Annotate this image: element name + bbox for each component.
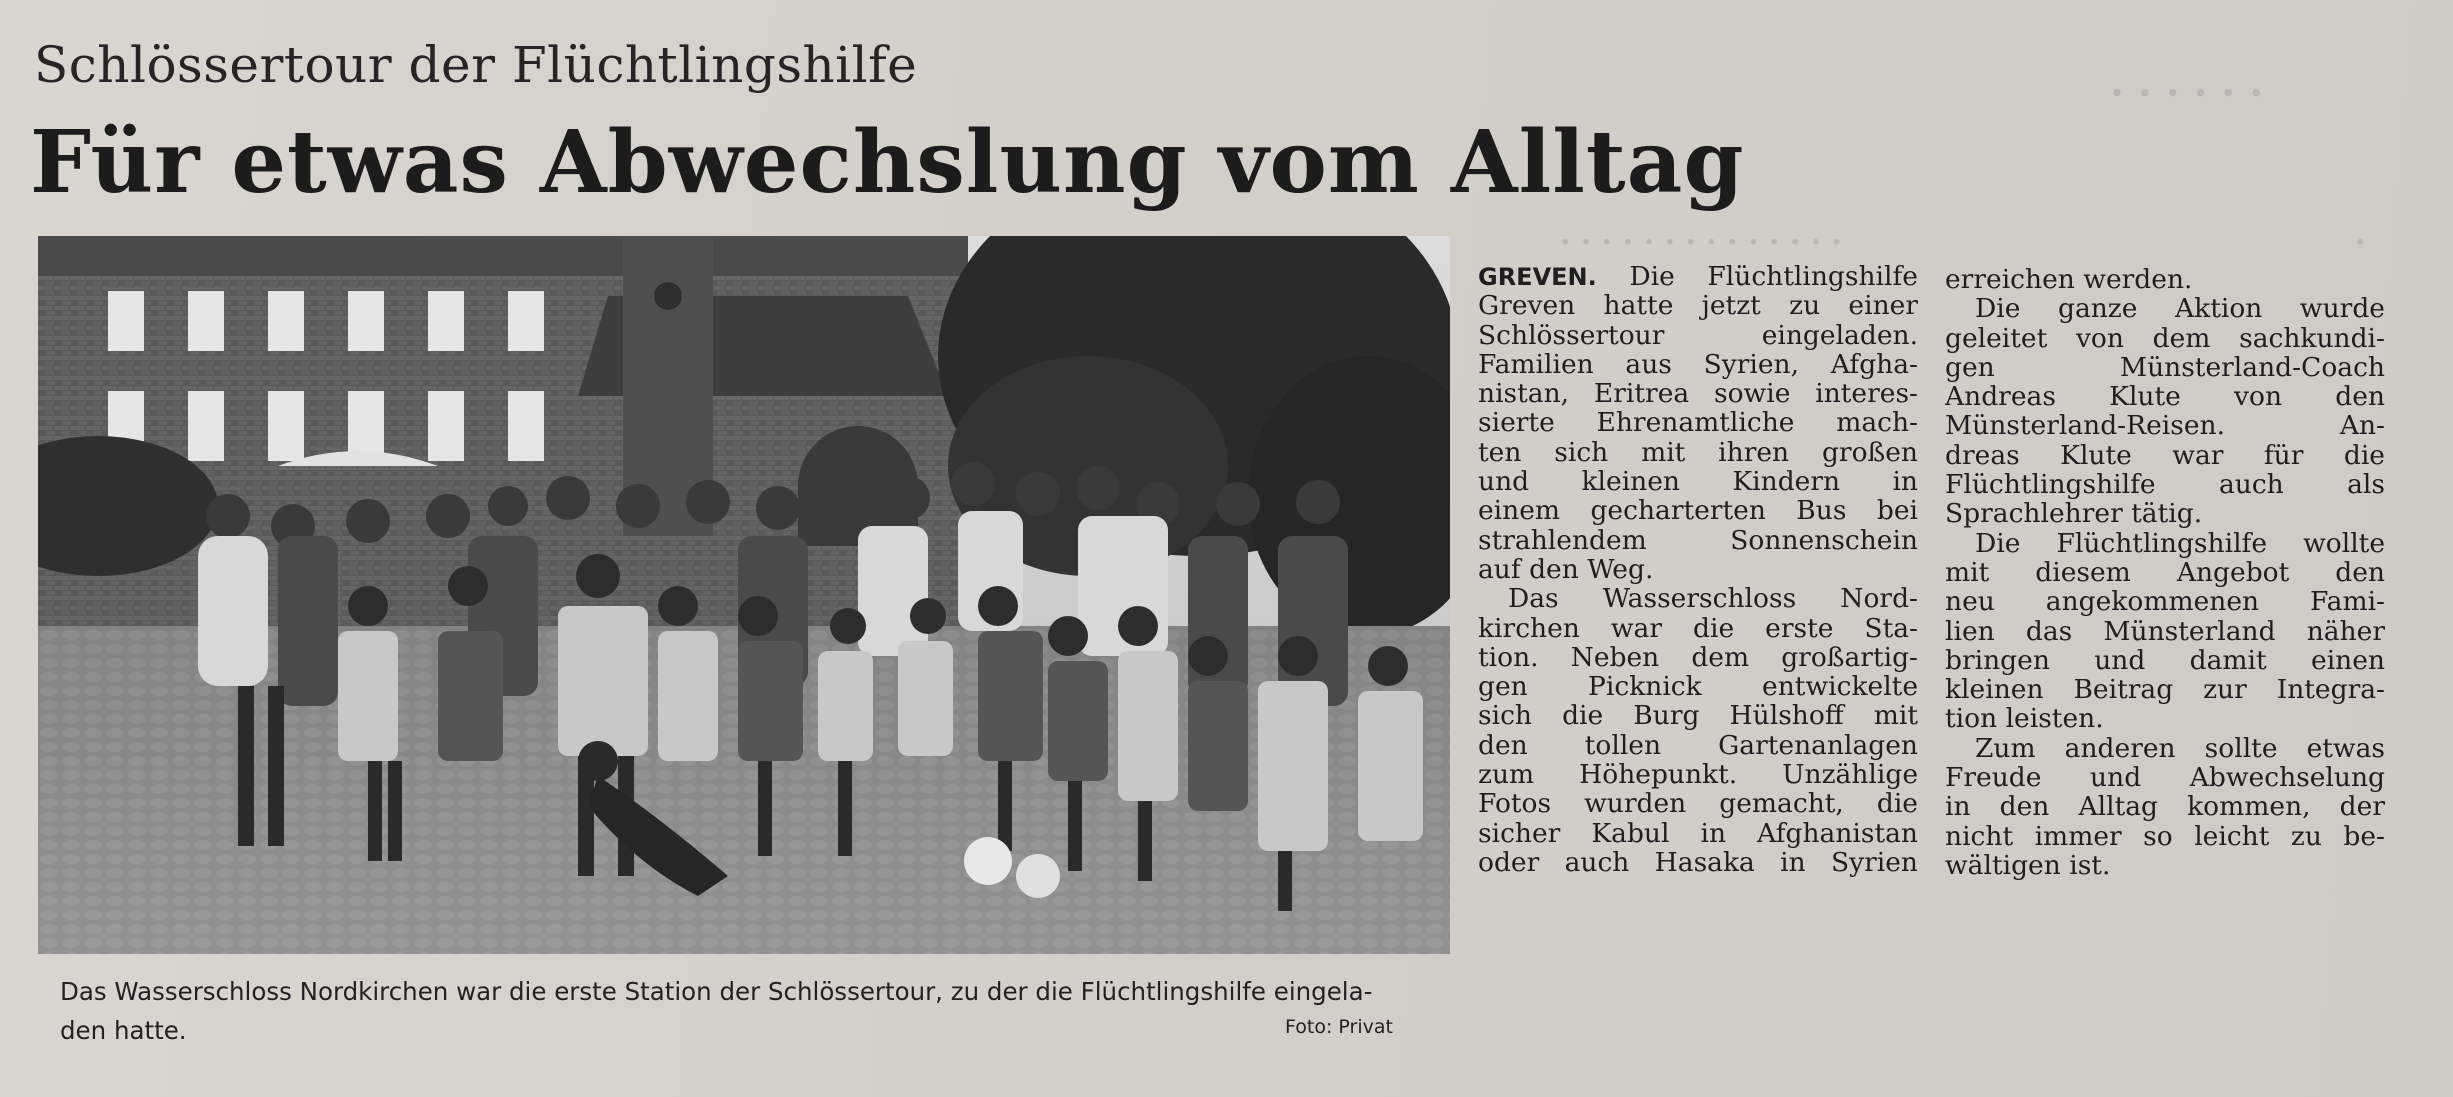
body-line: Fotos wurden gemacht, die	[1478, 789, 1918, 819]
body-line: bringen und damit einen	[1945, 645, 2385, 676]
body-line: sicher Kabul in Afghanistan	[1478, 818, 1918, 848]
body-line: tion leisten.	[1945, 704, 2104, 734]
article-kicker: Schlössertour der Flüchtlingshilfe	[34, 36, 918, 94]
body-line: nicht immer so leicht zu be-	[1945, 821, 2385, 851]
body-line: nistan, Eritrea sowie interes-	[1478, 379, 1918, 409]
article-column-2	[1945, 265, 2385, 880]
body-line: lien das Münsterland näher	[1945, 616, 2385, 646]
body-line: Flüchtlingshilfe auch als	[1945, 470, 2385, 500]
body-line: gen Picknick entwickelte	[1478, 672, 1918, 702]
body-line: zum Höhepunkt. Unzählige	[1478, 760, 1918, 790]
body-line: Das Wasserschloss Nord-	[1508, 584, 1918, 614]
body-line: gen Münsterland-Coach	[1945, 352, 2385, 383]
body-line: wältigen ist.	[1945, 850, 2111, 881]
body-line: in den Alltag kommen, der	[1945, 792, 2385, 822]
body-line: Sprachlehrer tätig.	[1945, 499, 2203, 529]
body-line: den tollen Gartenanlagen	[1478, 730, 1918, 761]
body-line: oder auch Hasaka in Syrien	[1478, 847, 1918, 878]
body-line: und kleinen Kindern in	[1478, 467, 1918, 497]
body-line: dreas Klute war für die	[1945, 440, 2385, 471]
photo-caption	[60, 972, 1455, 1050]
body-line: geleitet von dem sachkundi-	[1945, 323, 2385, 353]
article-headline: Für etwas Abwechslung vom Alltag	[30, 112, 1745, 213]
body-line: sich die Burg Hülshoff mit	[1478, 701, 1918, 731]
body-line	[1478, 262, 1918, 291]
body-line: sierte Ehrenamtliche mach-	[1478, 408, 1918, 438]
body-line: erreichen werden.	[1945, 265, 2193, 295]
body-line: Münsterland-Reisen. An-	[1945, 411, 2385, 441]
article-photo	[38, 236, 1450, 954]
bleed-through-text: ·	[2355, 225, 2366, 260]
body-line: mit diesem Angebot den	[1945, 557, 2385, 588]
bleed-through-text: · · · · · ·	[2110, 70, 2264, 117]
dateline: GREVEN.	[1478, 263, 1597, 291]
body-line: kleinen Beitrag zur Integra-	[1945, 675, 2385, 705]
body-line: Andreas Klute von den	[1945, 382, 2385, 412]
body-line-text: Die Flüchtlingshilfe	[1596, 262, 1918, 292]
group-photo-illustration	[38, 236, 1450, 954]
body-line: einem gecharterten Bus bei	[1478, 496, 1918, 526]
body-line: strahlendem Sonnenschein	[1478, 525, 1918, 555]
body-line: ten sich mit ihren großen	[1478, 437, 1918, 468]
body-line: Greven hatte jetzt zu einer	[1478, 291, 1918, 321]
photo-credit: Foto: Privat	[1285, 1016, 1393, 1038]
body-line: auf den Weg.	[1478, 554, 1654, 585]
body-line: Familien aus Syrien, Afgha-	[1478, 349, 1918, 380]
body-line: Freude und Abwechselung	[1945, 763, 2385, 793]
body-line: Die Flüchtlingshilfe wollte	[1975, 528, 2385, 558]
caption-line: den hatte.	[60, 1016, 187, 1045]
body-line: Die ganze Aktion wurde	[1975, 294, 2385, 324]
body-line: neu angekommenen Fami-	[1945, 587, 2385, 617]
body-line: kirchen war die erste Sta-	[1478, 613, 1918, 643]
bleed-through-text: · · · · · · · · · · · · · ·	[1560, 225, 1842, 260]
body-line: Zum anderen sollte etwas	[1975, 733, 2385, 764]
body-line: tion. Neben dem großartig-	[1478, 642, 1918, 673]
body-line: Schlössertour eingeladen.	[1478, 320, 1918, 350]
caption-line: Das Wasserschloss Nordkirchen war die erste Station der Schlössertour, zu der die Flüchtlingshilfe eingela-	[60, 977, 1373, 1006]
article-column-1	[1478, 262, 1918, 877]
